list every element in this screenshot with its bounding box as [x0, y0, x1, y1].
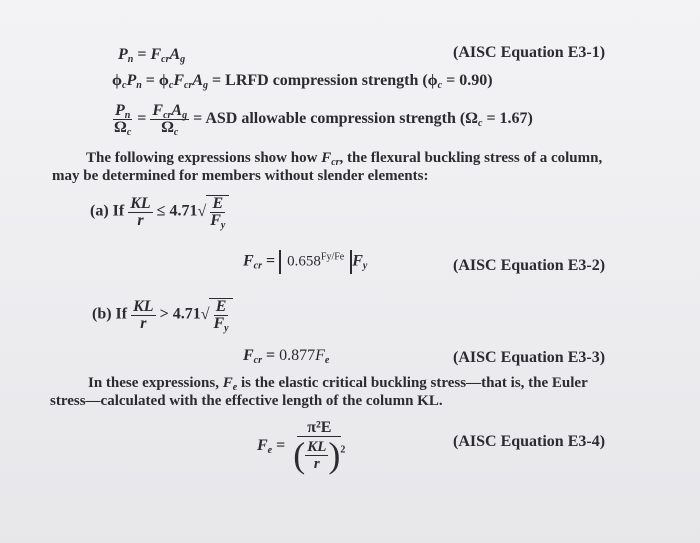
equation-ref-e3-4: (AISC Equation E3-4)	[453, 433, 606, 450]
equation-e3-1: $P_n = F_{cr}A_g$	[118, 46, 186, 65]
equation-e3-3: $F_{cr} = 0.877F_e$	[243, 347, 330, 366]
case-a-coef: 4.71	[169, 202, 198, 220]
closing-line-2: stress—calculated with the effective length of the column KL.	[50, 393, 443, 409]
asd-label: = ASD allowable compression strength	[193, 110, 456, 128]
case-a-label: (a) If	[90, 202, 125, 220]
fcr-exponent: Fy/Fe	[320, 251, 345, 263]
fcr-base: 0.658	[287, 253, 321, 270]
case-b-label: (b) If	[92, 305, 128, 323]
case-b-condition: (b) If $\frac{KL}{r}$ > 4.71√ $\frac{E}{F_y}$	[92, 298, 233, 332]
intro-line-1: The following expressions show how $F_{cr}$, the flexural buckling stress of a column,	[86, 150, 603, 168]
fcr-coef: 0.877	[279, 347, 316, 364]
lrfd-phi-value: $(\phi_c = 0.90)$	[422, 72, 493, 91]
equation-e3-4: $F_e$ = π²E ( $\frac{KL}{r}$ )$^2$	[257, 419, 346, 475]
lrfd-label: = LRFD compression strength	[212, 72, 419, 89]
equation-e3-2: $F_{cr} = 0.658^{Fy/Fe}$ $F_y$	[243, 250, 367, 274]
case-a-condition: (a) If $\frac{KL}{r}$ ≤ 4.71√ $\frac{E}{F_y}$	[90, 195, 229, 229]
equation-lrfd: $\phi_cP_n = \phi_cF_{cr}A_g$ = LRFD compression strength $(\phi_c = 0.90)$	[112, 72, 493, 91]
case-b-coef: 4.71	[172, 305, 201, 323]
e3-4-numerator: π²E	[297, 420, 341, 437]
equation-ref-e3-1: (AISC Equation E3-1)	[453, 44, 606, 61]
asd-omega-value: $(\Omega_c = 1.67)$	[459, 110, 533, 130]
equation-ref-e3-3: (AISC Equation E3-3)	[453, 349, 606, 366]
closing-line-1: In these expressions, $F_e$ is the elastic critical buckling stress—that is, the Euler	[88, 375, 588, 393]
equation-asd: $\frac{P_n}{\Omega_c}$ = $\frac{F_{cr}A_g}{\Omega_c}$ = ASD allowable compression strength $(\Omega_c = 1.67)$	[114, 102, 533, 138]
intro-line-2: may be determined for members without slender elements:	[52, 168, 429, 184]
equation-ref-e3-2: (AISC Equation E3-2)	[453, 257, 606, 274]
